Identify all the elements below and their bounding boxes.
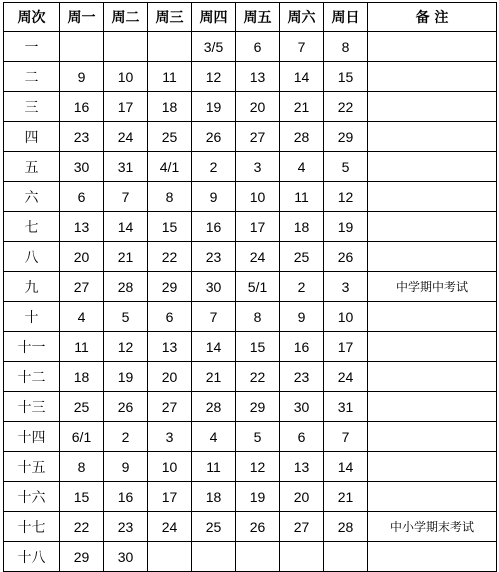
week-row bbox=[4, 152, 497, 182]
header-day: 周日 bbox=[324, 3, 368, 32]
date-cell: 20 bbox=[148, 362, 192, 392]
header-day: 周五 bbox=[236, 3, 280, 32]
date-cell: 14 bbox=[192, 332, 236, 362]
calendar-table-wrapper bbox=[3, 2, 497, 572]
note-cell bbox=[368, 542, 497, 572]
header-day: 周六 bbox=[280, 3, 324, 32]
date-cell: 22 bbox=[236, 362, 280, 392]
date-cell: 9 bbox=[280, 302, 324, 332]
date-cell: 18 bbox=[60, 362, 104, 392]
week-row bbox=[4, 122, 497, 152]
date-cell: 15 bbox=[60, 482, 104, 512]
date-cell: 8 bbox=[148, 182, 192, 212]
date-cell: 14 bbox=[324, 452, 368, 482]
date-cell: 14 bbox=[104, 212, 148, 242]
week-number-cell: 九 bbox=[4, 272, 60, 302]
date-cell: 5 bbox=[236, 422, 280, 452]
date-cell: 21 bbox=[324, 482, 368, 512]
date-cell: 26 bbox=[324, 242, 368, 272]
date-cell: 24 bbox=[324, 362, 368, 392]
date-cell: 28 bbox=[324, 512, 368, 542]
date-cell: 29 bbox=[236, 392, 280, 422]
week-row bbox=[4, 542, 497, 572]
date-cell: 27 bbox=[60, 272, 104, 302]
date-cell: 22 bbox=[148, 242, 192, 272]
date-cell: 19 bbox=[324, 212, 368, 242]
note-cell bbox=[368, 452, 497, 482]
date-cell: 24 bbox=[236, 242, 280, 272]
note-cell bbox=[368, 152, 497, 182]
date-cell: 23 bbox=[104, 512, 148, 542]
date-cell: 2 bbox=[192, 152, 236, 182]
week-row bbox=[4, 392, 497, 422]
date-cell: 30 bbox=[104, 542, 148, 572]
week-row bbox=[4, 32, 497, 62]
week-number-cell: 四 bbox=[4, 122, 60, 152]
week-number-cell: 一 bbox=[4, 32, 60, 62]
date-cell: 25 bbox=[280, 242, 324, 272]
date-cell: 12 bbox=[192, 62, 236, 92]
week-number-cell: 二 bbox=[4, 62, 60, 92]
calendar-body bbox=[4, 32, 497, 572]
date-cell: 5/1 bbox=[236, 272, 280, 302]
header-note: 备 注 bbox=[368, 3, 497, 32]
week-number-cell: 十八 bbox=[4, 542, 60, 572]
week-number-cell: 七 bbox=[4, 212, 60, 242]
date-cell bbox=[60, 32, 104, 62]
date-cell: 26 bbox=[192, 122, 236, 152]
date-cell: 15 bbox=[148, 212, 192, 242]
date-cell: 17 bbox=[236, 212, 280, 242]
date-cell: 13 bbox=[60, 212, 104, 242]
date-cell: 12 bbox=[104, 332, 148, 362]
header-day: 周四 bbox=[192, 3, 236, 32]
date-cell: 23 bbox=[280, 362, 324, 392]
header-day: 周三 bbox=[148, 3, 192, 32]
date-cell: 5 bbox=[104, 302, 148, 332]
date-cell: 6 bbox=[148, 302, 192, 332]
date-cell bbox=[148, 542, 192, 572]
date-cell: 8 bbox=[60, 452, 104, 482]
date-cell: 18 bbox=[192, 482, 236, 512]
date-cell bbox=[104, 32, 148, 62]
date-cell: 27 bbox=[148, 392, 192, 422]
date-cell: 11 bbox=[148, 62, 192, 92]
note-cell bbox=[368, 32, 497, 62]
date-cell: 31 bbox=[104, 152, 148, 182]
week-number-cell: 十七 bbox=[4, 512, 60, 542]
date-cell: 17 bbox=[104, 92, 148, 122]
date-cell: 6 bbox=[280, 422, 324, 452]
date-cell: 14 bbox=[280, 62, 324, 92]
date-cell: 19 bbox=[104, 362, 148, 392]
date-cell: 10 bbox=[104, 62, 148, 92]
date-cell: 16 bbox=[192, 212, 236, 242]
date-cell: 22 bbox=[60, 512, 104, 542]
week-row bbox=[4, 62, 497, 92]
header-day: 周一 bbox=[60, 3, 104, 32]
note-cell: 中小学期末考试 bbox=[368, 512, 497, 542]
week-number-cell: 十五 bbox=[4, 452, 60, 482]
week-number-cell: 十三 bbox=[4, 392, 60, 422]
date-cell: 20 bbox=[280, 482, 324, 512]
date-cell: 30 bbox=[60, 152, 104, 182]
week-row bbox=[4, 302, 497, 332]
date-cell: 6/1 bbox=[60, 422, 104, 452]
week-row bbox=[4, 212, 497, 242]
week-row bbox=[4, 332, 497, 362]
date-cell: 13 bbox=[148, 332, 192, 362]
date-cell: 15 bbox=[236, 332, 280, 362]
date-cell: 9 bbox=[104, 452, 148, 482]
note-cell bbox=[368, 122, 497, 152]
date-cell: 12 bbox=[324, 182, 368, 212]
date-cell: 6 bbox=[236, 32, 280, 62]
date-cell: 7 bbox=[192, 302, 236, 332]
date-cell: 29 bbox=[148, 272, 192, 302]
date-cell: 11 bbox=[192, 452, 236, 482]
date-cell: 17 bbox=[148, 482, 192, 512]
date-cell: 31 bbox=[324, 392, 368, 422]
week-number-cell: 十六 bbox=[4, 482, 60, 512]
note-cell bbox=[368, 212, 497, 242]
week-row bbox=[4, 422, 497, 452]
week-number-cell: 三 bbox=[4, 92, 60, 122]
date-cell: 25 bbox=[60, 392, 104, 422]
date-cell: 18 bbox=[148, 92, 192, 122]
date-cell: 5 bbox=[324, 152, 368, 182]
date-cell: 10 bbox=[148, 452, 192, 482]
date-cell bbox=[280, 542, 324, 572]
note-cell bbox=[368, 242, 497, 272]
week-number-cell: 十四 bbox=[4, 422, 60, 452]
date-cell: 29 bbox=[324, 122, 368, 152]
note-cell bbox=[368, 62, 497, 92]
date-cell: 11 bbox=[60, 332, 104, 362]
semester-calendar-table bbox=[3, 2, 497, 572]
date-cell: 26 bbox=[236, 512, 280, 542]
date-cell: 3 bbox=[324, 272, 368, 302]
date-cell: 6 bbox=[60, 182, 104, 212]
date-cell: 15 bbox=[324, 62, 368, 92]
date-cell bbox=[236, 542, 280, 572]
date-cell bbox=[148, 32, 192, 62]
date-cell: 16 bbox=[60, 92, 104, 122]
date-cell: 3/5 bbox=[192, 32, 236, 62]
date-cell: 22 bbox=[324, 92, 368, 122]
date-cell: 16 bbox=[280, 332, 324, 362]
date-cell: 30 bbox=[280, 392, 324, 422]
date-cell bbox=[192, 542, 236, 572]
date-cell: 27 bbox=[280, 512, 324, 542]
note-cell bbox=[368, 92, 497, 122]
note-cell bbox=[368, 332, 497, 362]
date-cell: 25 bbox=[192, 512, 236, 542]
week-number-cell: 十二 bbox=[4, 362, 60, 392]
date-cell: 23 bbox=[192, 242, 236, 272]
week-number-cell: 十 bbox=[4, 302, 60, 332]
week-row bbox=[4, 452, 497, 482]
date-cell: 4 bbox=[60, 302, 104, 332]
week-row bbox=[4, 362, 497, 392]
week-number-cell: 十一 bbox=[4, 332, 60, 362]
date-cell bbox=[324, 542, 368, 572]
week-row bbox=[4, 272, 497, 302]
date-cell: 24 bbox=[148, 512, 192, 542]
date-cell: 13 bbox=[236, 62, 280, 92]
week-row bbox=[4, 242, 497, 272]
date-cell: 3 bbox=[236, 152, 280, 182]
date-cell: 9 bbox=[60, 62, 104, 92]
date-cell: 11 bbox=[280, 182, 324, 212]
date-cell: 25 bbox=[148, 122, 192, 152]
header-day: 周二 bbox=[104, 3, 148, 32]
date-cell: 30 bbox=[192, 272, 236, 302]
note-cell bbox=[368, 362, 497, 392]
date-cell: 10 bbox=[324, 302, 368, 332]
date-cell: 8 bbox=[236, 302, 280, 332]
note-cell bbox=[368, 302, 497, 332]
header-row bbox=[4, 3, 497, 32]
week-row bbox=[4, 512, 497, 542]
date-cell: 21 bbox=[104, 242, 148, 272]
week-number-cell: 八 bbox=[4, 242, 60, 272]
date-cell: 4/1 bbox=[148, 152, 192, 182]
note-cell bbox=[368, 422, 497, 452]
date-cell: 9 bbox=[192, 182, 236, 212]
date-cell: 2 bbox=[280, 272, 324, 302]
date-cell: 3 bbox=[148, 422, 192, 452]
header-week: 周次 bbox=[4, 3, 60, 32]
date-cell: 27 bbox=[236, 122, 280, 152]
date-cell: 26 bbox=[104, 392, 148, 422]
week-number-cell: 六 bbox=[4, 182, 60, 212]
week-number-cell: 五 bbox=[4, 152, 60, 182]
date-cell: 4 bbox=[192, 422, 236, 452]
note-cell bbox=[368, 482, 497, 512]
date-cell: 21 bbox=[280, 92, 324, 122]
week-row bbox=[4, 482, 497, 512]
note-cell bbox=[368, 182, 497, 212]
date-cell: 18 bbox=[280, 212, 324, 242]
week-row bbox=[4, 182, 497, 212]
week-row bbox=[4, 92, 497, 122]
date-cell: 29 bbox=[60, 542, 104, 572]
date-cell: 4 bbox=[280, 152, 324, 182]
note-cell bbox=[368, 392, 497, 422]
note-cell: 中学期中考试 bbox=[368, 272, 497, 302]
date-cell: 23 bbox=[60, 122, 104, 152]
date-cell: 20 bbox=[60, 242, 104, 272]
date-cell: 28 bbox=[280, 122, 324, 152]
date-cell: 19 bbox=[192, 92, 236, 122]
date-cell: 21 bbox=[192, 362, 236, 392]
date-cell: 7 bbox=[280, 32, 324, 62]
date-cell: 19 bbox=[236, 482, 280, 512]
date-cell: 2 bbox=[104, 422, 148, 452]
date-cell: 24 bbox=[104, 122, 148, 152]
date-cell: 10 bbox=[236, 182, 280, 212]
date-cell: 13 bbox=[280, 452, 324, 482]
date-cell: 17 bbox=[324, 332, 368, 362]
date-cell: 20 bbox=[236, 92, 280, 122]
date-cell: 7 bbox=[324, 422, 368, 452]
date-cell: 12 bbox=[236, 452, 280, 482]
date-cell: 16 bbox=[104, 482, 148, 512]
date-cell: 28 bbox=[104, 272, 148, 302]
date-cell: 28 bbox=[192, 392, 236, 422]
date-cell: 8 bbox=[324, 32, 368, 62]
date-cell: 7 bbox=[104, 182, 148, 212]
